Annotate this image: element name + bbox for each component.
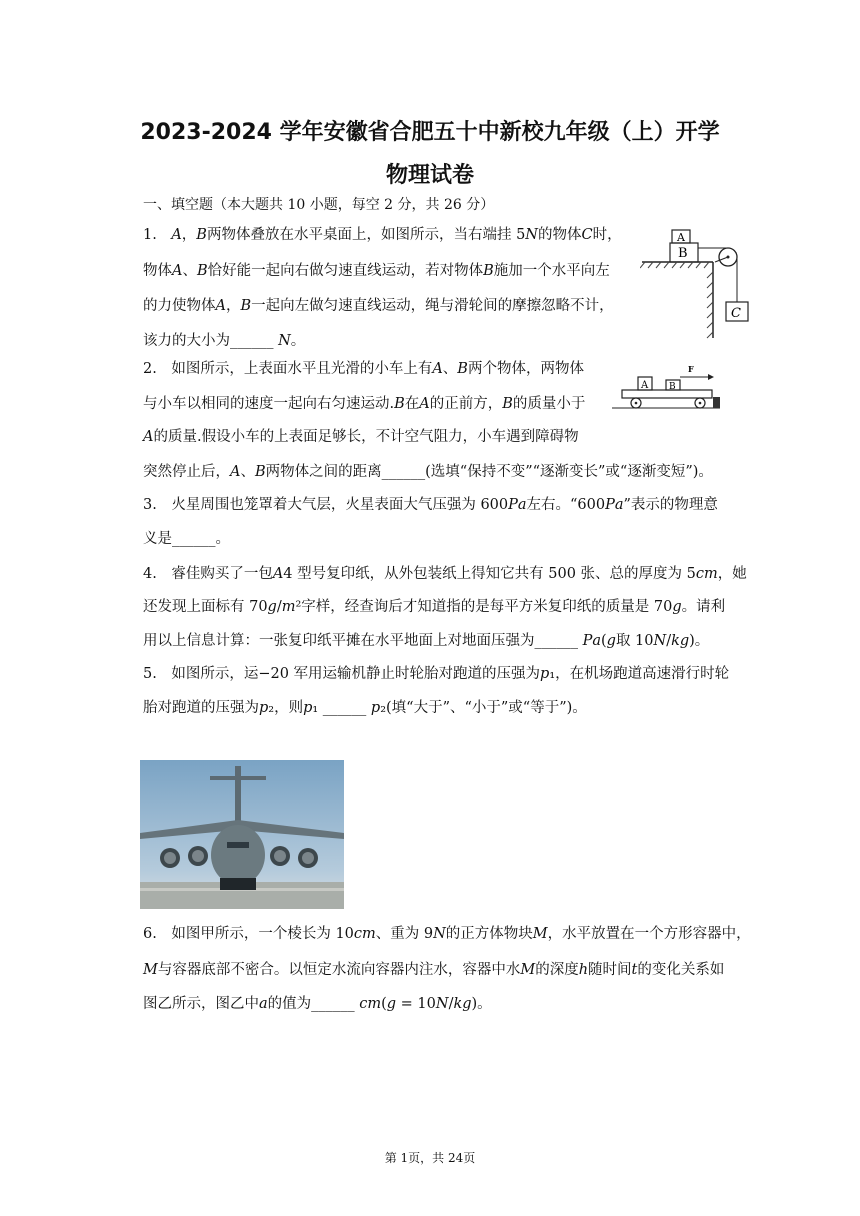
q5-line-1: 5. 如图所示，运−20 军用运输机静止时轮胎对跑道的压强为𝑝₁，在机场跑道高速滑行时轮 xyxy=(143,666,730,682)
q3-line-1: 3. 火星周围也笼罩着大气层，火星表面大气压强为 600𝑃𝑎左右。“600𝑃𝑎”表示的物理意 xyxy=(143,497,718,513)
q4-line-1: 4. 睿佳购买了一包𝐴4 型号复印纸，从外包装纸上得知它共有 500 张、总的厚度为 5𝑐𝑚，她 xyxy=(143,566,747,582)
q2-line-3: 𝐴的质量.假设小车的上表面足够长，不计空气阻力，小车遇到障碍物 xyxy=(143,429,579,445)
tail-plane xyxy=(210,776,266,780)
q3-line-2: 义是______。 xyxy=(143,531,230,547)
q2-line-4: 突然停止后，𝐴、𝐵两物体之间的距离______(选填“保持不变”“逐渐变长”或“逐渐变短”)。 xyxy=(143,464,713,480)
q5-line-2: 胎对跑道的压强为𝑝₂，则𝑝₁ ______ 𝑝₂(填“大于”、“小于”或“等于”)。 xyxy=(143,700,587,716)
section-heading: 一、填空题（本大题共 10 小题，每空 2 分，共 26 分） xyxy=(143,197,495,213)
q1-line-3: 的力使物体𝐴，𝐵一起向左做匀速直线运动，绳与滑轮间的摩擦忽略不计， xyxy=(143,298,614,314)
q2-line-2: 与小车以相同的速度一起向右匀速运动.𝐵在𝐴的正前方，𝐵的质量小于 xyxy=(143,396,586,412)
q4-line-2: 还发现上面标有 70𝑔/𝑚²字样，经查询后才知道指的是每平方米复印纸的质量是 70𝑔。请利 xyxy=(143,599,726,615)
q2-line-1: 2. 如图所示，上表面水平且光滑的小车上有𝐴、𝐵两个物体，两物体 xyxy=(143,361,584,377)
tail-fin xyxy=(235,766,241,828)
obstacle xyxy=(713,397,720,408)
cart-body xyxy=(622,390,712,398)
cockpit-windows xyxy=(227,842,249,848)
q1-line-1: 1. 𝐴，𝐵两物体叠放在水平桌面上，如图所示，当右端挂 5𝑁的物体𝐶时， xyxy=(143,227,622,243)
q6-line-1: 6. 如图甲所示，一个棱长为 10𝑐𝑚、重为 9𝑁的正方体物块𝑀，水平放置在一个方形容器中， xyxy=(143,926,751,942)
title-line-1: 2023-2024 学年安徽省合肥五十中新校九年级（上）开学 xyxy=(140,120,720,145)
force-label: F xyxy=(688,364,694,374)
fuselage xyxy=(211,825,265,885)
block-c-label: C xyxy=(731,306,741,321)
q4-line-3: 用以上信息计算：一张复印纸平摊在水平地面上对地面压强为______ 𝑃𝑎(𝑔取 10𝑁/𝑘𝑔)。 xyxy=(143,633,710,649)
q6-line-2: 𝑀与容器底部不密合。以恒定水流向容器内注水，容器中水𝑀的深度ℎ随时间𝑡的变化关系如 xyxy=(143,962,725,978)
q5-aircraft-photo xyxy=(140,760,344,909)
q6-line-3: 图乙所示，图乙中𝑎的值为______ 𝑐𝑚(𝑔 = 10𝑁/𝑘𝑔)。 xyxy=(143,996,492,1012)
q1-line-4: 该力的大小为______ 𝑁。 xyxy=(143,333,306,349)
cart-block-b-label: B xyxy=(669,382,676,392)
q1-figure-pulley xyxy=(640,228,755,340)
landing-gear xyxy=(220,878,256,890)
q1-line-2: 物体𝐴、𝐵恰好能一起向右做匀速直线运动，若对物体𝐵施加一个水平向左 xyxy=(143,263,610,279)
title-line-2: 物理试卷 xyxy=(385,163,474,188)
block-b-label: B xyxy=(678,246,688,261)
cart-block-a-label: A xyxy=(641,380,649,391)
q2-figure-cart xyxy=(612,360,722,415)
block-a-label: A xyxy=(677,231,685,244)
page-footer: 第 1页，共 24页 xyxy=(384,1151,476,1165)
